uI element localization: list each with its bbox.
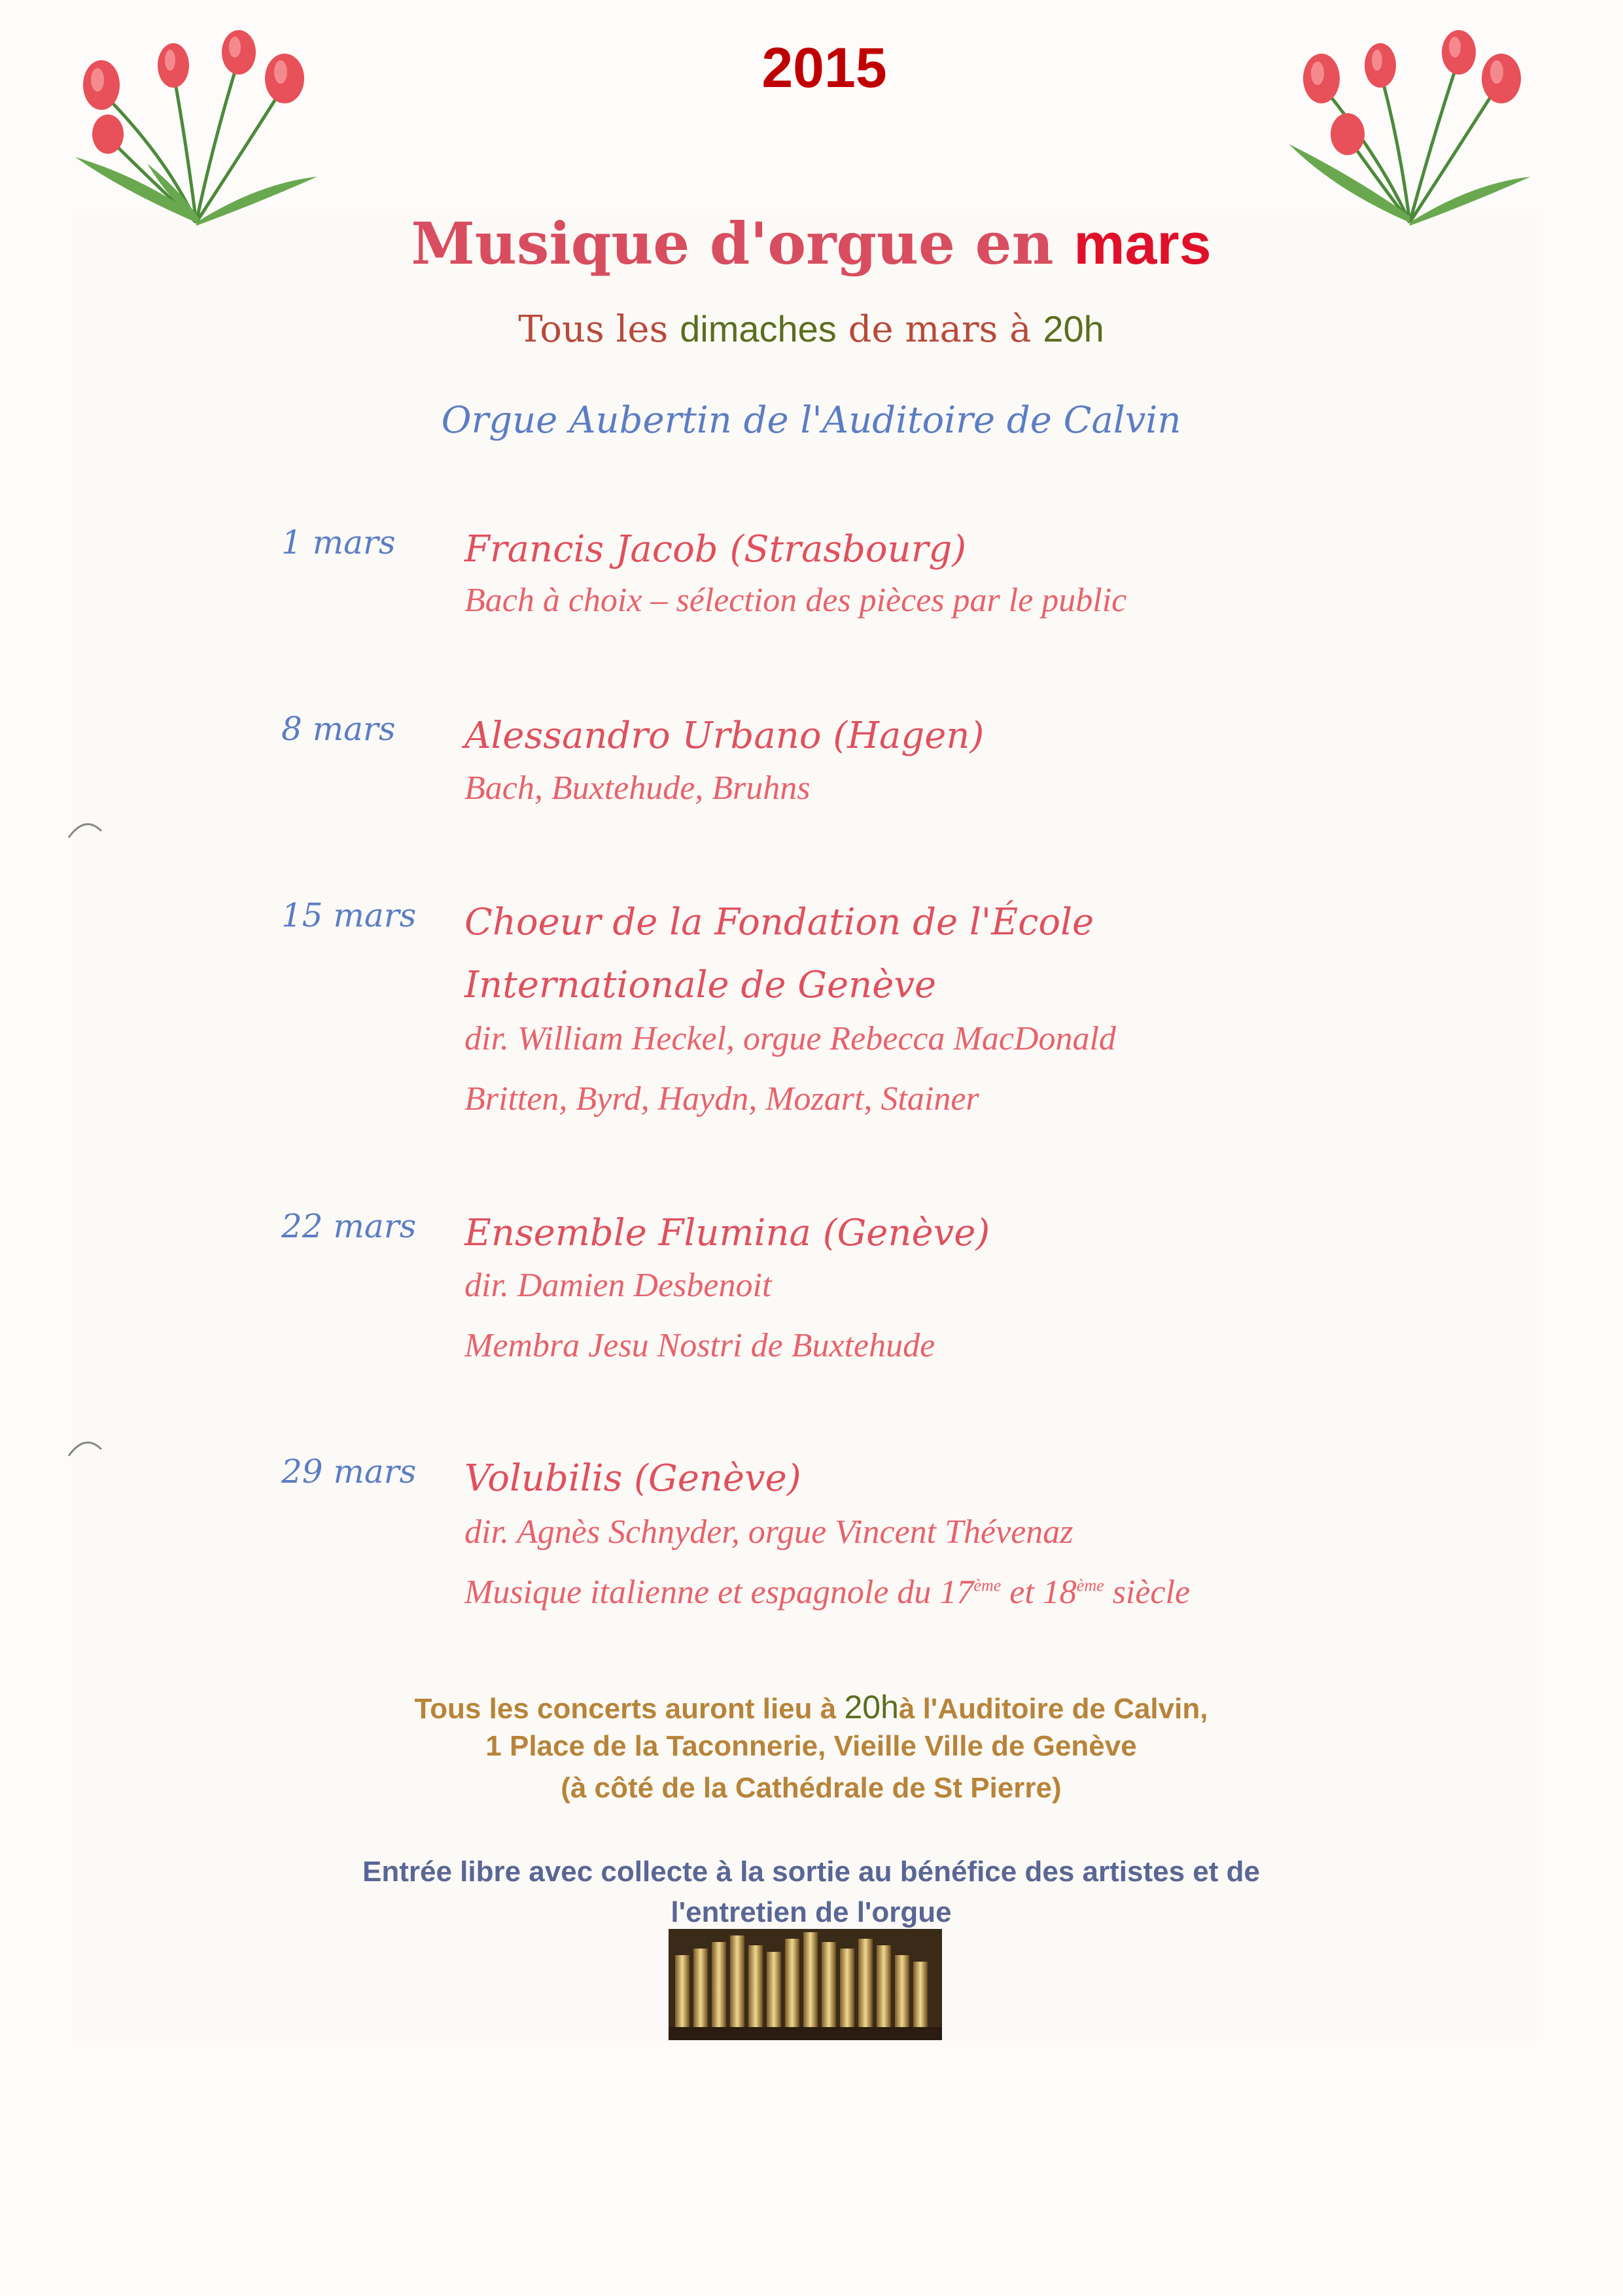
footer-suffix: à l'Auditoire de Calvin, xyxy=(898,1693,1208,1725)
concert-director: dir. William Heckel, orgue Rebecca MacDonald xyxy=(464,1020,1116,1057)
concert-performer: Francis Jacob (Strasbourg) xyxy=(464,528,967,571)
subtitle-day: dimaches xyxy=(680,308,837,349)
concert-date: 29 mars xyxy=(281,1453,417,1491)
page-title xyxy=(262,209,1361,277)
century-sup2: ème xyxy=(1076,1576,1104,1595)
concert-program xyxy=(464,1573,1190,1612)
concert-program: Membra Jesu Nostri de Buxtehude xyxy=(464,1327,935,1364)
concert-performer: Volubilis (Genève) xyxy=(464,1457,801,1500)
concert-performer: Ensemble Flumina (Genève) xyxy=(464,1212,990,1254)
century-sup1: ème xyxy=(973,1576,1002,1595)
subtitle-time: 20h xyxy=(1043,308,1104,349)
tulip-bouquet-icon xyxy=(1282,26,1537,236)
footer-location-line1 xyxy=(196,1688,1426,1726)
punch-hole-icon xyxy=(62,811,108,857)
footer-entry-line1: Entrée libre avec collecte à la sortie au bénéfice des artistes et de xyxy=(362,1856,1260,1888)
organ-pipes-image xyxy=(669,1929,942,2040)
inner-sheet xyxy=(72,209,1537,2041)
tulip-bouquet-icon xyxy=(69,26,324,236)
title-main: Musique d'orgue en xyxy=(411,209,1074,277)
concert-program: Bach, Buxtehude, Bruhns xyxy=(464,769,811,807)
century-suffix: siècle xyxy=(1104,1574,1191,1611)
punch-hole-icon xyxy=(62,1430,108,1475)
subtitle-part1: Tous les xyxy=(518,308,680,351)
subtitle-part2: de mars à xyxy=(836,308,1043,351)
concert-director: dir. Agnès Schnyder, orgue Vincent Thévenaz xyxy=(464,1513,1073,1551)
concert-date: 22 mars xyxy=(281,1207,417,1245)
subtitle xyxy=(327,308,1295,351)
year-label: 2015 xyxy=(761,37,887,99)
footer-entry-line2: l'entretien de l'orgue xyxy=(671,1896,952,1928)
venue-label: Orgue Aubertin de l'Auditoire de Calvin xyxy=(441,399,1181,442)
title-month: mars xyxy=(1073,211,1212,276)
concert-date: 1 mars xyxy=(281,523,396,561)
concert-performer: Alessandro Urbano (Hagen) xyxy=(464,715,985,757)
footer-location-line3: (à côté de la Cathédrale de St Pierre) xyxy=(561,1772,1062,1804)
concert-director: dir. Damien Desbenoit xyxy=(464,1267,772,1304)
footer-time: 20h xyxy=(844,1689,899,1725)
concert-performer-line2: Internationale de Genève xyxy=(464,964,937,1006)
century-middle: et 18 xyxy=(1001,1574,1077,1611)
concert-date: 15 mars xyxy=(281,896,417,934)
footer-prefix: Tous les concerts auront lieu à xyxy=(414,1693,845,1725)
concert-performer: Choeur de la Fondation de l'École xyxy=(464,901,1094,944)
concert-program: Britten, Byrd, Haydn, Mozart, Stainer xyxy=(464,1080,979,1118)
century-prefix: Musique italienne et espagnole du 17 xyxy=(464,1574,974,1611)
concert-date: 8 mars xyxy=(281,710,396,748)
footer-location-line2: 1 Place de la Taconnerie, Vieille Ville de Genève xyxy=(485,1730,1137,1762)
concert-program: Bach à choix – sélection des pièces par le public xyxy=(464,582,1127,619)
